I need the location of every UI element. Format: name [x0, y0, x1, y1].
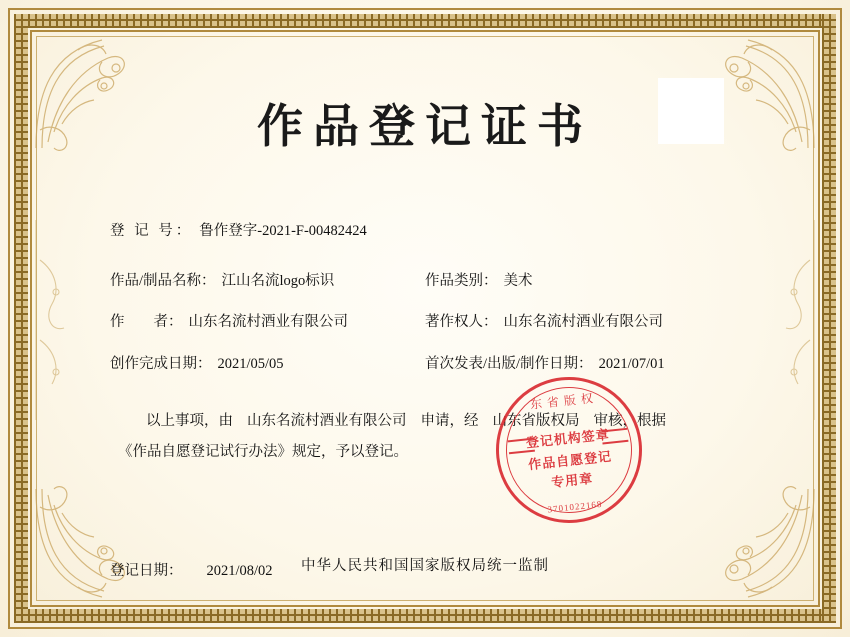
creation-date-value: 2021/05/05	[217, 355, 284, 372]
work-name-value: 江山名流logo标识	[221, 272, 335, 289]
registration-number-value: 鲁作登字-2021-F-00482424	[199, 223, 367, 239]
seal-line-3: 专用章	[550, 470, 594, 490]
qr-code-icon	[658, 78, 724, 144]
registration-number-label: 登 记 号：	[110, 223, 194, 239]
greek-key-band-top	[14, 14, 836, 28]
greek-key-band-left	[14, 14, 28, 623]
category-label: 作品类别：	[425, 272, 498, 289]
greek-key-band-bottom	[14, 609, 836, 623]
greek-key-band-right	[822, 14, 836, 623]
registration-date-label: 登记日期：	[110, 563, 183, 580]
statement-authority: 山东省版权局	[492, 413, 580, 430]
author-label: 作 者：	[110, 314, 183, 331]
creation-date-label: 创作完成日期：	[110, 355, 212, 372]
copyright-owner-value: 山东名流村酒业有限公司	[503, 314, 663, 331]
author-row	[110, 309, 740, 337]
page-title: 作品登记证书	[257, 99, 593, 153]
statement-applicant: 山东名流村酒业有限公司	[247, 413, 407, 430]
registration-date-value: 2021/08/02	[206, 563, 273, 580]
statement-part2: 申请，经	[420, 413, 479, 430]
statement-part1: 以上事项，由	[146, 413, 233, 430]
dates-row	[110, 351, 740, 379]
seal-arc-top: 东省版权	[529, 390, 599, 412]
work-name-label: 作品/制品名称：	[110, 272, 216, 289]
seal-line-1: 登记机构签章	[525, 426, 611, 451]
statement-part4: 《作品自愿登记试行办法》规定，予以登记。	[118, 443, 408, 460]
seal-serial-number: 3701022168	[547, 498, 603, 515]
author-value: 山东名流村酒业有限公司	[188, 314, 348, 331]
fields-block	[110, 218, 740, 467]
publish-date-value: 2021/07/01	[598, 355, 665, 372]
publish-date-label: 首次发表/出版/制作日期：	[425, 355, 593, 372]
category-value: 美术	[503, 272, 533, 289]
certificate-content	[48, 48, 802, 589]
footer-text: 中华人民共和国国家版权局统一监制	[301, 558, 549, 574]
registration-number-row	[110, 218, 740, 246]
work-name-row	[110, 268, 740, 296]
statement-part3: 审核，根据	[593, 413, 666, 430]
seal-line-2: 作品自愿登记	[527, 448, 613, 473]
copyright-owner-label: 著作权人：	[425, 314, 498, 331]
